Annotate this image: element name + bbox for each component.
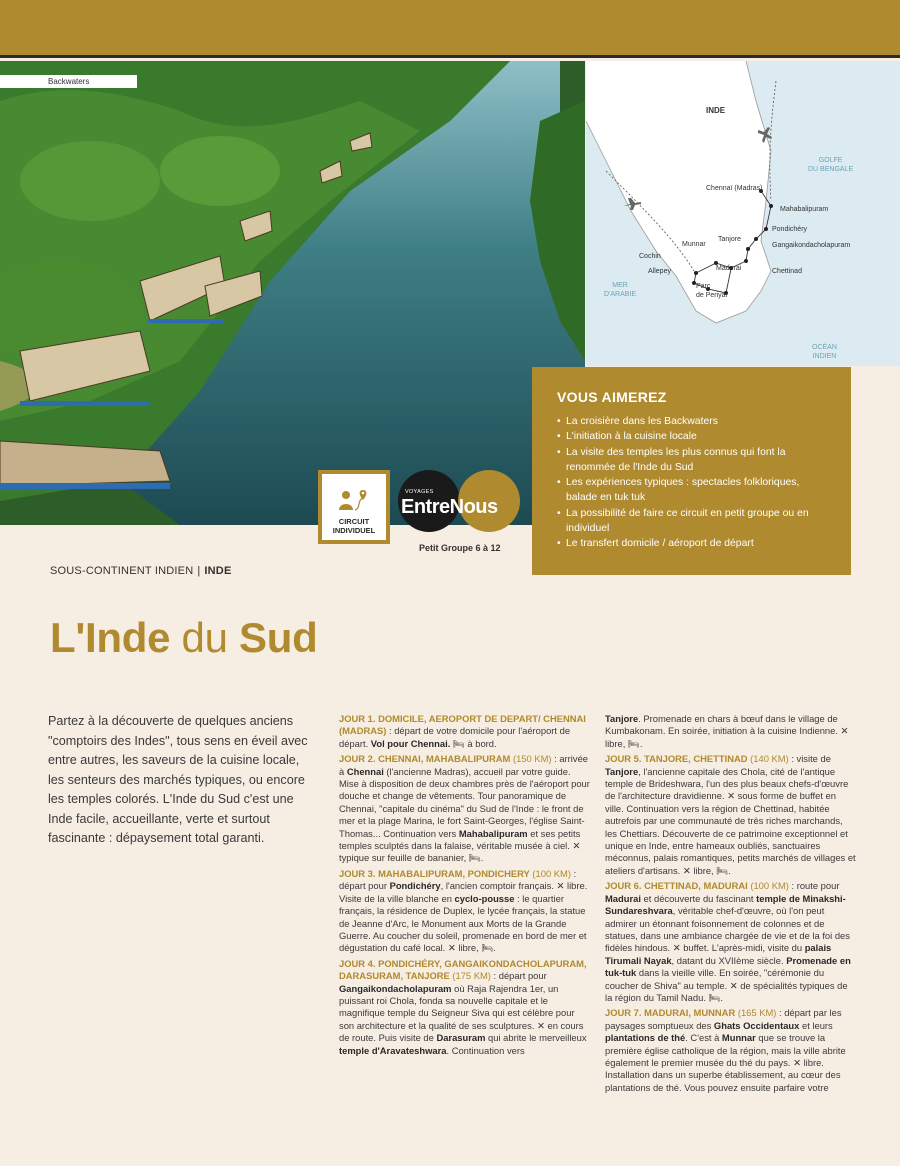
day-distance: (140 KM): [747, 753, 789, 765]
map-country-label: INDE: [706, 106, 726, 115]
day-heading: JOUR 7. MADURAI, MUNNAR: [605, 1007, 736, 1019]
day-text: et leurs: [799, 1019, 833, 1031]
map-water-ocean: OCÉAN INDIEN: [812, 344, 837, 360]
petit-groupe-label: Petit Groupe 6 à 12: [419, 543, 501, 553]
day-distance: (100 KM): [529, 867, 571, 879]
day-text: : le quartier français, la résidence de Duplex, le lycée français, la statue de Jeanne d'Arc, le Monument aux Morts de la Grande Guerre. Au coucher du soleil, promenade en bord de mer et dégustation du café local. ✕ libre, 🛏.: [339, 892, 587, 954]
map-graphic: [586, 61, 900, 366]
page-title: [50, 614, 317, 662]
day-text: : arrivée à: [339, 753, 589, 777]
backwaters-illustration: [0, 61, 585, 525]
day-text: : départ pour: [490, 970, 547, 982]
day-bold: Mahabalipuram: [458, 827, 528, 839]
logo-entre: Entre: [401, 496, 450, 518]
entre-nous-logo: [398, 470, 523, 532]
day-text: , l'ancien comptoir français. ✕ libre. Visite de la ville blanche en: [339, 880, 588, 904]
map-city-gangaikondacholapuram: Gangaikondacholapuram: [772, 242, 851, 249]
map-city-munnar: Munnar: [682, 241, 706, 248]
day-text: : départ pour: [339, 867, 577, 892]
day-text: et ses petits temples sculptés dans la falaise, véritable musée à ciel. ✕ typique sur feuille de bananier, 🛏.: [339, 827, 581, 864]
map-city-tanjore: Tanjore: [718, 236, 741, 243]
day-text: , datant du XVIIème siècle.: [671, 954, 787, 966]
day-bold: Chennai: [346, 765, 384, 777]
itinerary-column-2: [605, 713, 856, 1097]
day-7: [605, 1007, 856, 1094]
india-map: [586, 61, 900, 366]
day-bold: temple de Minakshi-Sundareshvara: [605, 892, 846, 917]
title-part-2: du: [170, 614, 240, 661]
circuit-label-2: INDIVIDUEL: [332, 525, 376, 535]
map-city-pondichery: Pondichéry: [772, 226, 808, 233]
day-bold: Tanjore: [605, 765, 639, 777]
day-bold: Darasuram: [436, 1032, 486, 1044]
day-distance: (175 KM): [449, 970, 491, 982]
day-text: , l'ancienne capitale des Chola, cité de l'antique temple de Brideshwara, l'un des plus beaux chefs-d'œuvre de l'architecture dravidienne. ✕ sous forme de buffet en ville. Continuation vers la région de Chettinad, habitée autrefois par une communauté de très riches marchands, les Chettiars. Découverte de ce patrimoine exceptionnel et unique en Inde, entre hameaux oubliés, sanctuaires méconnus, palais romantiques, petits marchés de villages et ateliers d'artisans. ✕ libre, 🛏.: [605, 765, 856, 876]
breadcrumb-country: INDE: [204, 565, 232, 577]
day-heading: JOUR 3. MAHABALIPURAM, PONDICHERY: [339, 867, 530, 879]
day-text: . Promenade en chars à bœuf dans le village de Kumbakonam. En soirée, initiation à la cuisine Indienne. ✕ libre, 🛏.: [605, 713, 849, 749]
day-distance: (165 KM): [735, 1007, 777, 1019]
day-text: 🛏 à bord.: [450, 737, 497, 749]
map-city-chettinad: Chettinad: [772, 268, 802, 275]
day-text: (l'ancienne Madras), accueil par votre guide. Mise à disposition de deux chambres près de l'aéroport pour douche et change de vêtements. Tour panoramique de Chennai, "capitale du cinéma" du Sud de l'Inde : le front de mer et la plage Marina, le fort Saint-Georges, l'église Saint-Thomas... Continuation vers: [339, 765, 590, 839]
day-text: et découverte du fascinant: [640, 892, 757, 904]
day-4-continued: [605, 713, 856, 750]
day-heading: JOUR 5. TANJORE, CHETTINAD: [605, 753, 748, 765]
day-bold: Gangaikondacholapuram: [339, 982, 452, 994]
map-city-chennai: Chennaï (Madras): [706, 185, 763, 192]
map-city-allepey: Allepey: [648, 268, 671, 275]
map-city-mahabalipuram: Mahabalipuram: [780, 206, 829, 213]
day-bold: Madurai: [605, 892, 641, 904]
day-text: , véritable chef-d'œuvre, où l'on peut admirer un étonnant foisonnement de colonnes et de statues, dans une ambiance chargée de vie et de la foi des fidèles hindous. ✕ buffet. L'après-midi, visite du: [605, 905, 850, 954]
day-text: où Raja Rajendra 1er, un puissant roi Chola, fonda sa nouvelle capitale et le magnifique temple du Seigneur Siva qui est célèbre pour son architecture et la qualité de ses sculptures. ✕ en cours de route. Puis visite de: [339, 982, 584, 1044]
day-text: . C'est à: [685, 1032, 722, 1044]
highlights-title: VOUS AIMEREZ: [557, 389, 667, 405]
breadcrumb-separator: |: [197, 565, 201, 577]
circuit-label-1: CIRCUIT: [338, 517, 370, 526]
highlight-item: • La visite des temples les plus connus qui font la renommée de l'Inde du Sud: [557, 445, 829, 476]
day-bold: Munnar: [721, 1032, 756, 1044]
day-5: [605, 753, 856, 877]
title-part-3: Sud: [239, 614, 318, 661]
highlight-item: • La possibilité de faire ce circuit en petit groupe ou en individuel: [557, 506, 829, 537]
highlight-item: • Les expériences typiques : spectacles folkloriques, balade en tuk tuk: [557, 475, 829, 506]
day-bold: cyclo-pousse: [454, 892, 515, 904]
day-distance: (150 KM): [510, 753, 552, 765]
breadcrumb: [50, 565, 232, 577]
day-bold: temple d'Aravateshwara: [339, 1044, 447, 1056]
logo-nous: Nous: [449, 496, 498, 518]
highlights-list: [557, 414, 829, 552]
day-text: : route pour: [788, 880, 840, 892]
highlight-item: • L'initiation à la cuisine locale: [557, 429, 829, 444]
map-water-golfe: GOLFE DU BENGALE: [808, 157, 854, 173]
day-text: que se trouve la première église catholique de la région, mais la ville abrite également le premier musée du thé du pays. ✕ libre. Installation dans un superbe établissement, au cœur des plantations de thé. Vous pouvez ensuite parfaire votre: [605, 1032, 846, 1093]
itinerary-column-1: [339, 713, 590, 1060]
day-text: . Continuation vers: [446, 1044, 525, 1056]
day-bold: palais Tirumali Nayak: [605, 942, 832, 966]
day-bold: plantations de thé: [605, 1032, 686, 1044]
day-bold: Ghats Occidentaux: [713, 1019, 800, 1031]
day-heading: JOUR 1. DOMICILE, AEROPORT DE DEPART/ CHENNAI (MADRAS): [339, 713, 586, 737]
circuit-individuel-badge: [318, 470, 390, 544]
photo-caption: Backwaters: [0, 75, 137, 88]
highlight-item: • La croisière dans les Backwaters: [557, 414, 829, 429]
map-city-periyar: Parc de Periyar: [696, 283, 728, 299]
map-city-cochin: Cochin: [639, 253, 661, 260]
day-bold: Tanjore: [605, 713, 639, 724]
day-heading: JOUR 2. CHENNAI, MAHABALIPURAM: [339, 753, 511, 765]
day-1: [339, 713, 590, 750]
day-3: [339, 868, 590, 955]
day-text: : départ par les paysages somptueux des: [605, 1007, 842, 1031]
highlight-item: • Le transfert domicile / aéroport de départ: [557, 536, 829, 551]
day-4: [339, 958, 590, 1057]
traveler-route-icon: [337, 488, 371, 514]
title-part-1: L'Inde: [50, 614, 171, 661]
backwaters-photo: [0, 61, 585, 525]
breadcrumb-region: SOUS-CONTINENT INDIEN: [50, 565, 194, 577]
day-text: : départ de votre domicile pour l'aéroport de départ.: [339, 725, 571, 749]
day-bold: Vol pour Chennai.: [370, 737, 451, 749]
day-text: dans la vieille ville. En soirée, "cérémonie du coucher de Shiva" au temple. ✕ de spécialités typiques de la région du Tamil Nadu. 🛏.: [605, 967, 848, 1003]
day-bold: Pondichéry: [389, 880, 441, 892]
map-city-madurai: Madurai: [716, 265, 742, 272]
circuit-badge-inner: [322, 474, 386, 540]
day-2: [339, 753, 590, 865]
highlights-box: [532, 367, 851, 575]
logo-voyages: VOYAGES: [405, 489, 434, 495]
day-6: [605, 880, 856, 1004]
day-heading: JOUR 6. CHETTINAD, MADURAI: [605, 880, 748, 892]
day-heading: JOUR 4. PONDICHÉRY, GANGAIKONDACHOLAPURAM, DARASURAM, TANJORE: [339, 957, 587, 982]
top-color-band: [0, 0, 900, 58]
intro-text: Partez à la découverte de quelques anciens "comptoirs des Indes", tous sens en éveil avec entre autres, les saveurs de la cuisine locale, les senteurs des marchés typiques, ou encore les temples colorés. L'Inde du Sud c'est une Inde facile, accueillante, verte et surtout fascinante : dépaysement total garanti.: [48, 714, 308, 845]
day-text: : visite de: [788, 753, 831, 765]
day-distance: (100 KM): [747, 880, 789, 892]
logo-wordmark: [401, 496, 498, 519]
day-bold: Promenade en tuk-tuk: [605, 954, 851, 979]
map-water-mer: MER D'ARABIE: [604, 282, 637, 298]
day-text: qui abrite le merveilleux: [485, 1032, 587, 1044]
